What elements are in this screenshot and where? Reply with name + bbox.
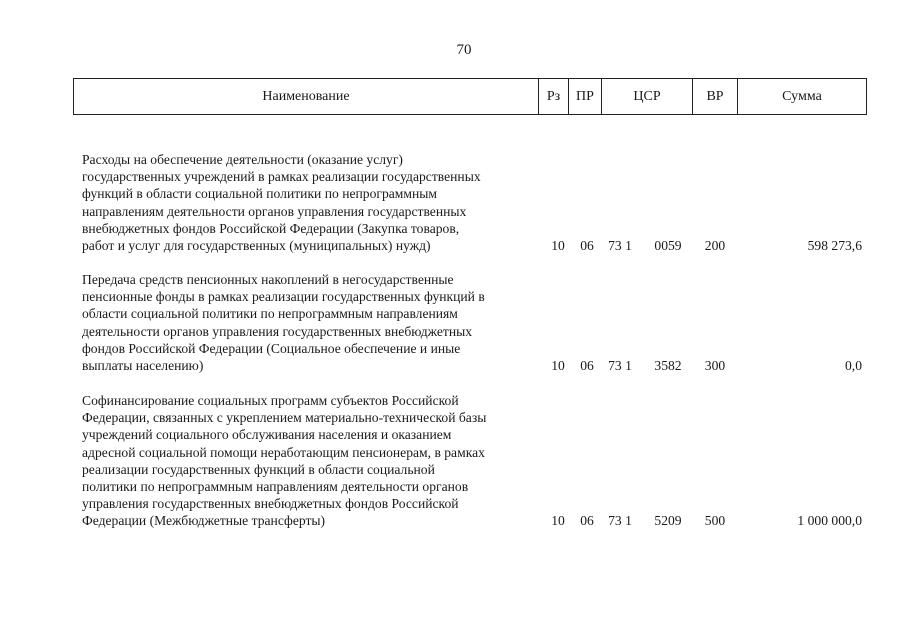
row-csr-program: 73 1 [608,358,632,373]
row-description: Передача средств пенсионных накоплений в негосударственные пенсионные фонды в рамках реализации государственных функций в области социальной политики по непрограммным направлениям деятельности органов управления государственных внебюджетных фондов Российской Федерации (Социальное обеспечение и иные выплаты населению) [82,272,485,374]
row-vr: 500 [704,513,726,528]
column-header-csr: ЦСР [602,79,693,114]
row-sum: 0,0 [845,358,862,373]
row-pr: 06 [580,358,594,373]
row-pr: 06 [580,513,594,528]
column-header-name: Наименование [74,79,539,114]
column-header-sum: Сумма [782,88,822,104]
row-sum: 598 273,6 [807,238,862,253]
row-description: Софинансирование социальных программ субъектов Российской Федерации, связанных с укреплением материально-технической базы учреждений социального обслуживания населения и оказанием адресной социальной помощи неработающим пенсионерам, в рамках реализации государственных функций в области социальной политики по непрограммным направлениям деятельности органов управления государственных внебюджетных фондов Российской Федерации (Межбюджетные трансферты) [82,393,487,529]
row-description: Расходы на обеспечение деятельности (оказание услуг) государственных учреждений в рамках реализации государственных функций в области социальной политики по непрограммным направлениям деятельности органов управления государственных внебюджетных фондов Российской Федерации (Закупка товаров, работ и услуг для государственных (муниципальных) нужд) [82,152,481,254]
row-rz: 10 [551,238,565,253]
row-csr-code: 5209 [654,513,682,528]
page-number: 70 [456,42,472,58]
row-rz: 10 [551,513,565,528]
row-csr-code: 0059 [654,238,682,253]
column-header-pr: ПР [569,79,602,114]
row-csr-code: 3582 [654,358,682,373]
row-csr-program: 73 1 [608,238,632,253]
row-pr: 06 [580,238,594,253]
row-vr: 200 [704,238,726,253]
row-csr-program: 73 1 [608,513,632,528]
row-sum: 1 000 000,0 [797,513,862,528]
row-rz: 10 [551,358,565,373]
column-header-rz: Рз [539,79,569,114]
table-header [73,78,867,115]
column-header-vr: ВР [693,79,738,114]
row-vr: 300 [704,358,726,373]
